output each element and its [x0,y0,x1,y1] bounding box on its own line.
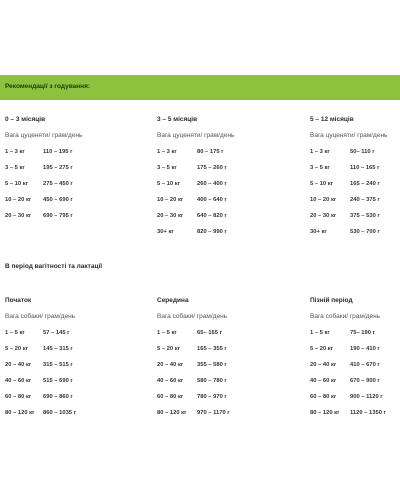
weight-range: 5 – 20 кг [5,346,29,352]
daily-amount: 400 – 640 г [197,197,227,203]
weight-range: 10 – 20 кг [5,197,32,203]
table-row [310,181,400,197]
weight-range: 80 – 120 кг [310,410,340,416]
table-row [5,362,133,378]
daily-amount: 640 – 820 г [197,213,227,219]
column-subheading: Вага цуценяти/ грам/день [157,132,235,139]
pregnancy-column-middle [157,297,285,426]
weight-range: 30+ кг [310,229,327,235]
daily-amount: 260 – 400 г [197,181,227,187]
weight-range: 3 – 5 кг [5,165,25,171]
column-subheading: Вага цуценяти/ грам/день [5,132,83,139]
weight-range: 1 – 3 кг [157,149,177,155]
column-heading: 0 – 3 місяців [5,116,46,123]
weight-range: 30+ кг [157,229,174,235]
weight-range: 3 – 5 кг [310,165,330,171]
table-row [5,394,133,410]
weight-range: 60 – 80 кг [157,394,184,400]
weight-range: 1 – 5 кг [5,330,25,336]
weight-range: 20 – 30 кг [310,213,337,219]
table-row [310,165,400,181]
table-row [5,410,133,426]
daily-amount: 900 – 1120 г [350,394,383,400]
table-row [157,362,285,378]
daily-amount: 970 – 1170 г [197,410,230,416]
feeding-recommendations-banner [0,75,400,100]
table-row [5,149,133,165]
daily-amount: 1120 – 1350 г [350,410,386,416]
column-subheading: Вага цуценяти/ грам/день [310,132,388,139]
weight-range: 1 – 5 кг [310,330,330,336]
weight-range: 20 – 30 кг [157,213,184,219]
daily-amount: 165 – 355 г [197,346,227,352]
weight-range: 5 – 20 кг [310,346,334,352]
weight-range: 40 – 60 кг [5,378,32,384]
weight-range: 40 – 60 кг [310,378,337,384]
column-heading: 5 – 12 місяців [310,116,354,123]
column-subheading: Вага собаки/ грам/день [5,313,76,320]
column-heading: Середина [157,297,189,304]
weight-range: 1 – 3 кг [310,149,330,155]
table-row [310,229,400,245]
table-row [5,197,133,213]
table-row [157,229,285,245]
daily-amount: 375 – 530 г [350,213,380,219]
table-row [157,213,285,229]
weight-range: 5 – 10 кг [310,181,334,187]
daily-amount: 690 – 860 г [43,394,73,400]
daily-amount: 65– 165 г [197,330,222,336]
daily-amount: 315 – 515 г [43,362,73,368]
weight-range: 10 – 20 кг [310,197,337,203]
daily-amount: 110 – 195 г [43,149,73,155]
table-row [157,378,285,394]
daily-amount: 355 – 580 г [197,362,227,368]
weight-range: 80 – 120 кг [157,410,187,416]
table-row [310,330,400,346]
weight-range: 60 – 80 кг [310,394,337,400]
daily-amount: 110 – 165 г [350,165,380,171]
table-row [157,410,285,426]
table-row [310,346,400,362]
pregnancy-column-start [5,297,133,426]
table-row [5,213,133,229]
table-row [157,346,285,362]
puppy-column-0-3-months [5,116,133,229]
weight-range: 40 – 60 кг [157,378,184,384]
puppy-column-5-12-months [310,116,400,245]
table-row [310,213,400,229]
table-row [157,165,285,181]
daily-amount: 410 – 670 г [350,362,380,368]
daily-amount: 670 – 900 г [350,378,380,384]
weight-range: 20 – 30 кг [5,213,32,219]
daily-amount: 780 – 970 г [197,394,227,400]
weight-range: 20 – 40 кг [5,362,32,368]
table-row [157,149,285,165]
weight-range: 10 – 20 кг [157,197,184,203]
weight-range: 3 – 5 кг [157,165,177,171]
table-row [310,362,400,378]
table-row [157,394,285,410]
weight-range: 1 – 5 кг [157,330,177,336]
column-heading: Початок [5,297,32,304]
table-row [157,181,285,197]
table-row [310,378,400,394]
column-subheading: Вага собаки/ грам/день [157,313,228,320]
daily-amount: 175 – 260 г [197,165,227,171]
daily-amount: 75– 190 г [350,330,375,336]
table-row [5,378,133,394]
table-row [157,197,285,213]
puppy-column-3-5-months [157,116,285,245]
daily-amount: 580 – 780 г [197,378,227,384]
table-row [5,330,133,346]
pregnancy-section-title: В період вагітності та лактації [5,263,103,270]
daily-amount: 80 – 175 г [197,149,224,155]
daily-amount: 57 – 145 г [43,330,70,336]
daily-amount: 190 – 410 г [350,346,380,352]
weight-range: 20 – 40 кг [157,362,184,368]
daily-amount: 820 – 990 г [197,229,227,235]
weight-range: 5 – 10 кг [5,181,29,187]
daily-amount: 860 – 1035 г [43,410,77,416]
daily-amount: 145 – 315 г [43,346,73,352]
table-row [5,181,133,197]
daily-amount: 165 – 240 г [350,181,380,187]
column-subheading: Вага собаки/ грам/день [310,313,381,320]
daily-amount: 450 – 690 г [43,197,73,203]
daily-amount: 515 – 690 г [43,378,73,384]
weight-range: 60 – 80 кг [5,394,32,400]
daily-amount: 530 – 700 г [350,229,380,235]
pregnancy-column-late [310,297,400,426]
table-row [5,346,133,362]
table-row [157,330,285,346]
table-row [310,149,400,165]
weight-range: 5 – 10 кг [157,181,181,187]
table-row [310,410,400,426]
column-heading: 3 – 5 місяців [157,116,198,123]
daily-amount: 275 – 450 г [43,181,73,187]
weight-range: 20 – 40 кг [310,362,337,368]
daily-amount: 50– 110 г [350,149,375,155]
banner-title: Рекомендації з годування: [5,83,91,90]
table-row [5,165,133,181]
table-row [310,197,400,213]
weight-range: 5 – 20 кг [157,346,181,352]
column-heading: Пізній період [310,297,353,304]
daily-amount: 195 – 275 г [43,165,73,171]
daily-amount: 240 – 375 г [350,197,380,203]
table-row [310,394,400,410]
daily-amount: 690 – 795 г [43,213,73,219]
weight-range: 80 – 120 кг [5,410,35,416]
weight-range: 1 – 3 кг [5,149,25,155]
